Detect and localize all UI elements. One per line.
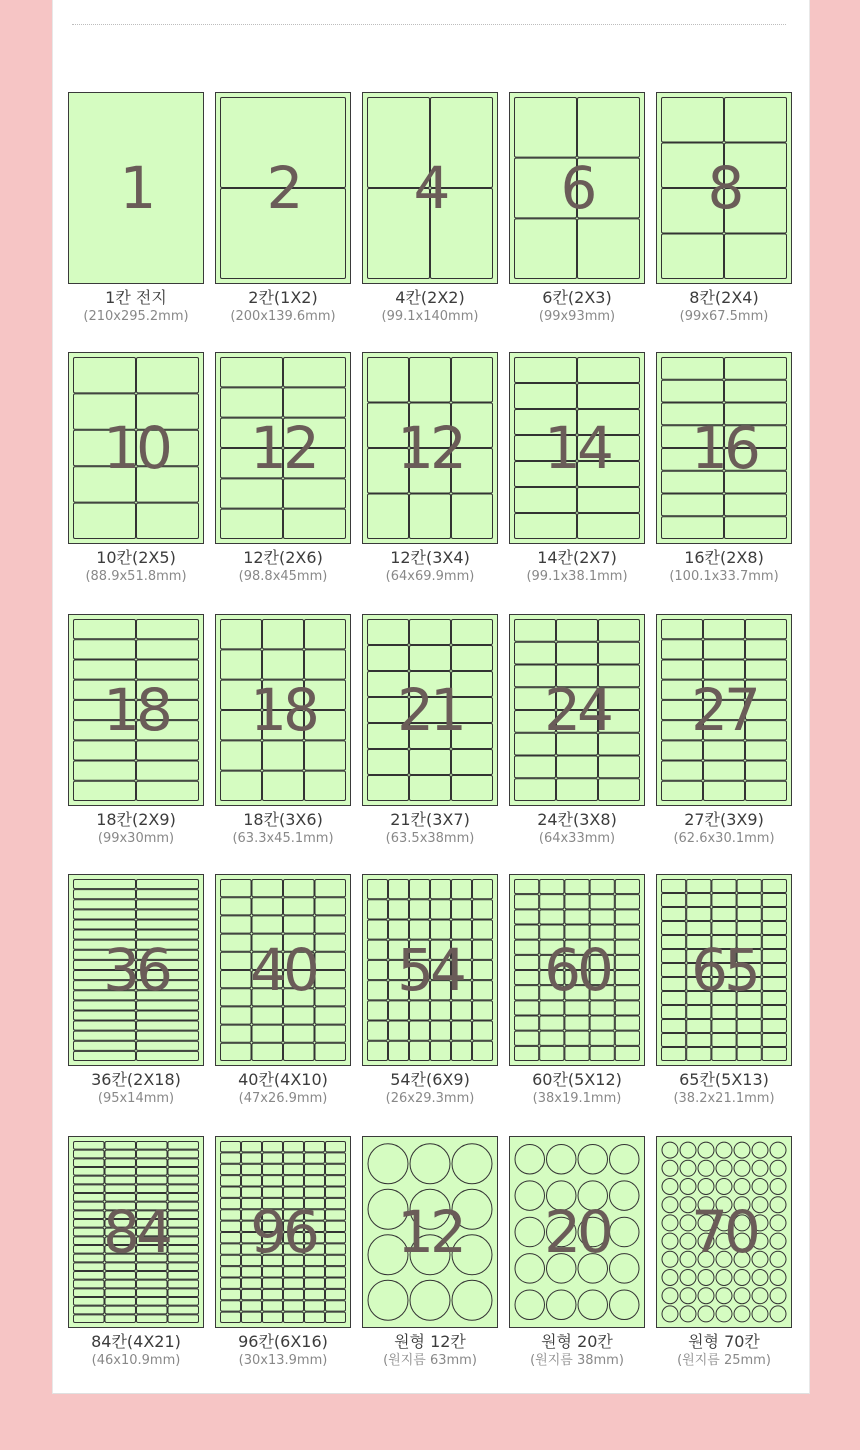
label-count-number: 12 xyxy=(397,414,463,482)
label-caption xyxy=(56,548,216,586)
label-count-number: 1 xyxy=(119,154,153,222)
label-sheet-preview[interactable] xyxy=(215,1136,351,1328)
label-count-number: 60 xyxy=(544,936,610,1004)
label-sheet-preview[interactable] xyxy=(68,1136,204,1328)
label-sheet-preview[interactable] xyxy=(656,92,792,284)
label-size: (210x295.2mm) xyxy=(83,309,189,324)
label-caption xyxy=(56,288,216,326)
label-caption xyxy=(350,1070,510,1108)
label-sheet-preview[interactable] xyxy=(215,614,351,806)
label-size: (95x14mm) xyxy=(97,1091,175,1106)
label-size: (26x29.3mm) xyxy=(385,1091,475,1106)
label-size: (원지름 38mm) xyxy=(530,1353,624,1368)
label-size: (63.3x45.1mm) xyxy=(232,831,334,846)
label-caption xyxy=(497,548,657,586)
label-size: (62.6x30.1mm) xyxy=(673,831,775,846)
label-sheet-preview[interactable] xyxy=(68,352,204,544)
label-caption xyxy=(350,288,510,326)
label-title: 24칸(3X8) xyxy=(537,810,617,829)
label-size: (원지름 63mm) xyxy=(383,1353,477,1368)
label-sheet-preview[interactable] xyxy=(215,352,351,544)
label-size: (88.9x51.8mm) xyxy=(85,569,187,584)
label-caption xyxy=(203,810,363,848)
label-title: 36칸(2X18) xyxy=(91,1070,181,1089)
label-size: (47x26.9mm) xyxy=(238,1091,328,1106)
label-caption xyxy=(497,288,657,326)
label-count-number: 10 xyxy=(103,414,169,482)
label-title: 54칸(6X9) xyxy=(390,1070,470,1089)
label-count-number: 12 xyxy=(250,414,316,482)
label-caption xyxy=(497,1332,657,1370)
label-sheet-preview[interactable] xyxy=(362,352,498,544)
label-size: (38x19.1mm) xyxy=(532,1091,622,1106)
label-size: (98.8x45mm) xyxy=(238,569,328,584)
label-count-number: 54 xyxy=(397,936,463,1004)
label-title: 65칸(5X13) xyxy=(679,1070,769,1089)
label-caption xyxy=(497,1070,657,1108)
label-caption xyxy=(203,1070,363,1108)
label-title: 원형 20칸 xyxy=(541,1332,613,1351)
label-size: (원지름 25mm) xyxy=(677,1353,771,1368)
label-size: (100.1x33.7mm) xyxy=(669,569,779,584)
label-count-number: 18 xyxy=(103,676,169,744)
label-title: 16칸(2X8) xyxy=(684,548,764,567)
label-caption xyxy=(350,1332,510,1370)
label-title: 84칸(4X21) xyxy=(91,1332,181,1351)
label-title: 8칸(2X4) xyxy=(689,288,759,307)
label-count-number: 14 xyxy=(544,414,610,482)
label-count-number: 12 xyxy=(397,1198,463,1266)
label-title: 1칸 전지 xyxy=(105,288,167,307)
label-count-number: 2 xyxy=(266,154,300,222)
label-count-number: 70 xyxy=(691,1198,757,1266)
label-count-number: 84 xyxy=(103,1198,169,1266)
label-size: (99.1x38.1mm) xyxy=(526,569,628,584)
label-sheet-preview[interactable] xyxy=(68,874,204,1066)
label-caption xyxy=(497,810,657,848)
label-count-number: 24 xyxy=(544,676,610,744)
label-sheet-preview[interactable] xyxy=(509,874,645,1066)
label-size: (38.2x21.1mm) xyxy=(673,1091,775,1106)
label-sheet-preview[interactable] xyxy=(509,92,645,284)
label-title: 10칸(2X5) xyxy=(96,548,176,567)
label-sheet-preview[interactable] xyxy=(509,352,645,544)
label-caption xyxy=(644,1332,804,1370)
label-title: 96칸(6X16) xyxy=(238,1332,328,1351)
label-title: 원형 70칸 xyxy=(688,1332,760,1351)
label-caption xyxy=(203,288,363,326)
label-title: 12칸(2X6) xyxy=(243,548,323,567)
label-count-number: 8 xyxy=(707,154,741,222)
label-caption xyxy=(644,288,804,326)
label-count-number: 18 xyxy=(250,676,316,744)
label-title: 60칸(5X12) xyxy=(532,1070,622,1089)
label-title: 18칸(2X9) xyxy=(96,810,176,829)
label-count-number: 65 xyxy=(691,936,757,1004)
label-count-number: 4 xyxy=(413,154,447,222)
label-title: 6칸(2X3) xyxy=(542,288,612,307)
label-caption xyxy=(56,810,216,848)
label-sheet-preview[interactable] xyxy=(656,614,792,806)
label-caption xyxy=(56,1070,216,1108)
label-size: (99.1x140mm) xyxy=(381,309,479,324)
label-caption xyxy=(56,1332,216,1370)
label-sheet-preview[interactable] xyxy=(362,1136,498,1328)
label-size: (99x30mm) xyxy=(97,831,175,846)
label-caption xyxy=(350,810,510,848)
label-count-number: 40 xyxy=(250,936,316,1004)
label-caption xyxy=(644,548,804,586)
label-title: 40칸(4X10) xyxy=(238,1070,328,1089)
label-title: 2칸(1X2) xyxy=(248,288,318,307)
label-count-number: 36 xyxy=(103,936,169,1004)
label-size: (46x10.9mm) xyxy=(91,1353,181,1368)
label-title: 14칸(2X7) xyxy=(537,548,617,567)
label-title: 4칸(2X2) xyxy=(395,288,465,307)
label-count-number: 96 xyxy=(250,1198,316,1266)
label-sheet-preview[interactable] xyxy=(362,92,498,284)
label-title: 21칸(3X7) xyxy=(390,810,470,829)
label-sheet-preview[interactable] xyxy=(68,92,204,284)
label-title: 원형 12칸 xyxy=(394,1332,466,1351)
label-size: (63.5x38mm) xyxy=(385,831,475,846)
label-size: (99x67.5mm) xyxy=(679,309,769,324)
label-caption xyxy=(203,1332,363,1370)
label-title: 18칸(3X6) xyxy=(243,810,323,829)
dotted-divider xyxy=(72,24,786,25)
label-size: (200x139.6mm) xyxy=(230,309,336,324)
label-title: 27칸(3X9) xyxy=(684,810,764,829)
label-size: (99x93mm) xyxy=(538,309,616,324)
label-sheet-preview[interactable] xyxy=(509,614,645,806)
label-sheet-preview[interactable] xyxy=(656,352,792,544)
label-sheet-preview[interactable] xyxy=(362,614,498,806)
label-size: (30x13.9mm) xyxy=(238,1353,328,1368)
label-size: (64x33mm) xyxy=(538,831,616,846)
label-sheet-preview[interactable] xyxy=(656,1136,792,1328)
label-sheet-preview[interactable] xyxy=(215,92,351,284)
label-count-number: 16 xyxy=(691,414,757,482)
label-caption xyxy=(350,548,510,586)
label-count-number: 27 xyxy=(691,676,757,744)
label-caption xyxy=(644,810,804,848)
label-sheet-preview[interactable] xyxy=(362,874,498,1066)
label-sheet-preview[interactable] xyxy=(656,874,792,1066)
label-sheet-preview[interactable] xyxy=(509,1136,645,1328)
label-sheet-preview[interactable] xyxy=(215,874,351,1066)
label-size: (64x69.9mm) xyxy=(385,569,475,584)
label-sheet-preview[interactable] xyxy=(68,614,204,806)
label-count-number: 21 xyxy=(397,676,463,744)
label-count-number: 20 xyxy=(544,1198,610,1266)
label-title: 12칸(3X4) xyxy=(390,548,470,567)
label-caption xyxy=(203,548,363,586)
label-caption xyxy=(644,1070,804,1108)
label-count-number: 6 xyxy=(560,154,594,222)
